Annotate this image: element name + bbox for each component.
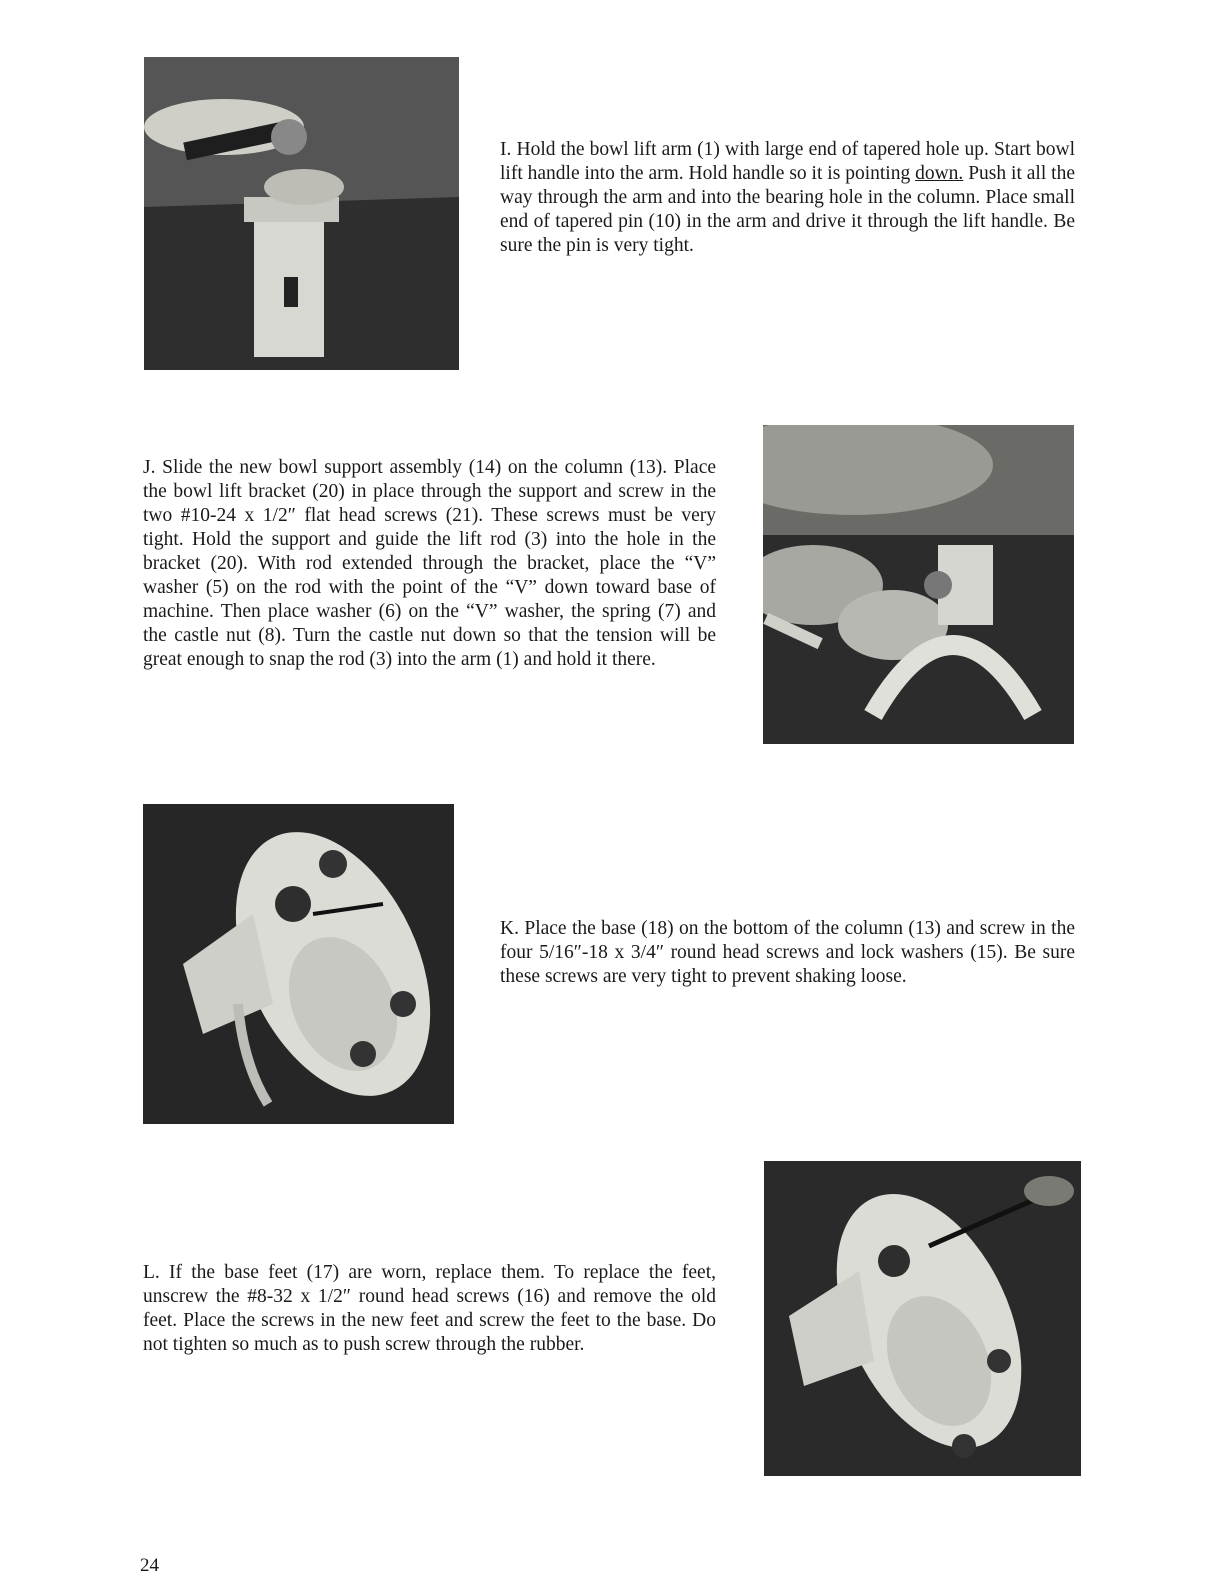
photo-step-j <box>763 425 1074 744</box>
step-k-body: Place the base (18) on the bottom of the column (13) and screw in the four 5/16″-18 x 3/4″ round head screws and lock washers (15). Be sure these screws are very tight to prevent shaking loose. <box>500 918 1075 987</box>
step-j-label: J. <box>143 457 156 478</box>
photo-step-i <box>144 57 459 370</box>
step-i-label: I. <box>500 139 512 160</box>
step-l-body: If the base feet (17) are worn, replace them. To replace the feet, unscrew the #8-32 x 1/2″ round head screws (16) and remove the old feet. Place the screws in the new feet and screw the feet to the base. Do not tighten so much as to push screw through the rubber. <box>143 1262 717 1355</box>
photo-step-k <box>143 804 454 1124</box>
step-j-text <box>143 456 716 672</box>
step-i-text <box>500 138 1075 258</box>
step-j-body: Slide the new bowl support assembly (14) on the column (13). Place the bowl lift bracket (20) in place through the support and screw in the two #10-24 x 1/2″ flat head screws (21). These screws must be very tight. Hold the support and guide the lift rod (3) into the hole in the bracket (20). With rod extended through the bracket, place the “V” washer (5) on the rod with the point of the “V” down toward base of machine. Then place washer (6) on the “V” washer, the spring (7) and the castle nut (8). Turn the castle nut down so that the tension will be great enough to snap the rod (3) into the arm (1) and hold it there. <box>143 457 717 670</box>
page-number: 24 <box>140 1555 159 1576</box>
step-i-text-before: Hold the bowl lift arm (1) with large end of tapered hole up. Start bowl lift handle into the arm. Hold handle so it is pointing <box>500 139 1076 184</box>
photo-step-l <box>764 1161 1081 1476</box>
step-i-emphasis: down. <box>915 163 964 184</box>
step-k-label: K. <box>500 918 519 939</box>
step-k-text <box>500 917 1075 989</box>
step-i-text-after: Push it all the way through the arm and into the bearing hole in the column. Place small end of tapered pin (10) in the arm and drive it through the lift handle. Be sure the pin is very tight. <box>500 163 1075 256</box>
step-l-label: L. <box>143 1262 160 1283</box>
step-l-text <box>143 1261 716 1357</box>
